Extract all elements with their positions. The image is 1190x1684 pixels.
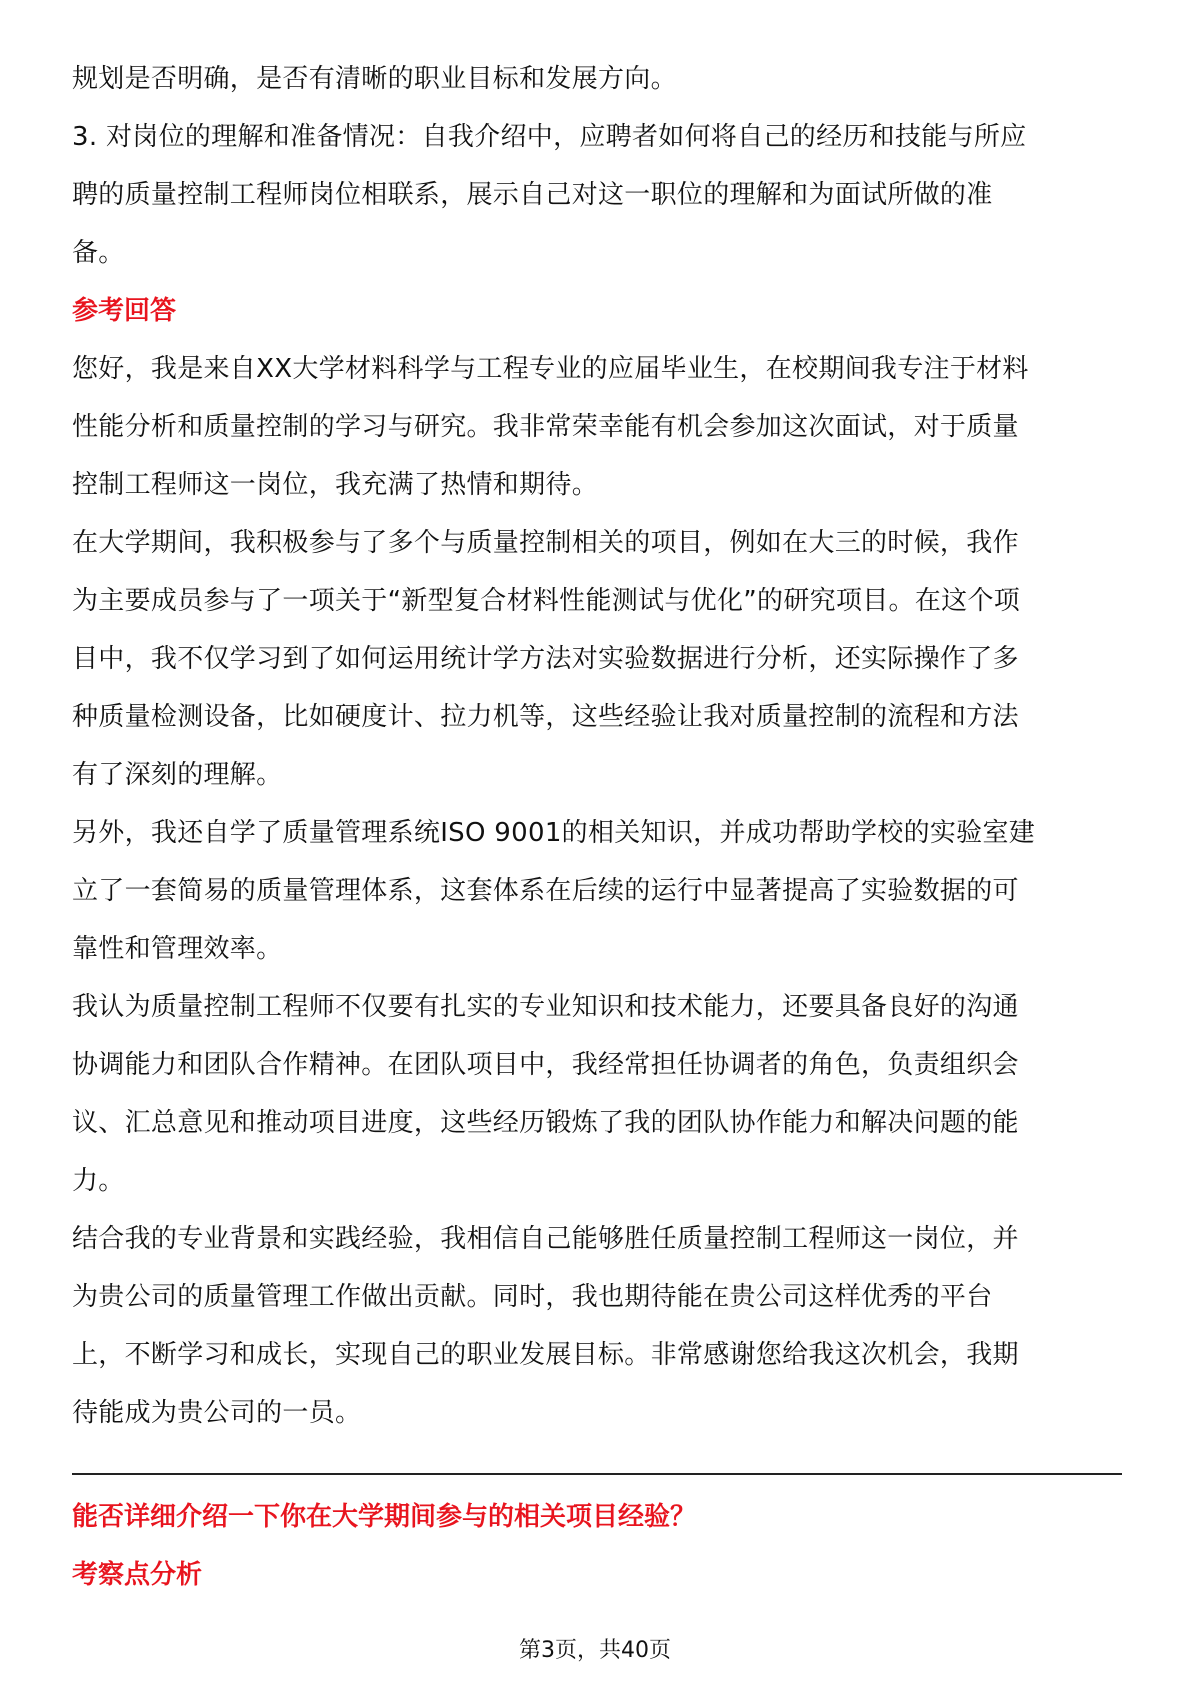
- section-divider: [72, 1473, 1122, 1475]
- intro-line-1: 规划是否明确，是否有清晰的职业目标和发展方向。: [72, 64, 677, 94]
- page-content: [72, 50, 1122, 1442]
- answer-heading: 参考回答: [72, 296, 177, 326]
- intro-point-3: 3. 对岗位的理解和准备情况：自我介绍中，应聘者如何将自己的经历和技能与所应 聘的质量控制工程师岗位相联系，展示自己对这一职位的理解和为面试所做的准 备。: [72, 122, 1027, 268]
- next-question-heading: 能否详细介绍一下你在大学期间参与的相关项目经验？: [72, 1502, 697, 1532]
- answer-paragraph: 您好，我是来自XX大学材料科学与工程专业的应届毕业生，在校期间我专注于材料 性能分析和质量控制的学习与研究。我非常荣幸能有机会参加这次面试，对于质量 控制工程师这一岗位，我充满了热情和期待。: [72, 354, 1029, 500]
- answer-paragraph: 在大学期间，我积极参与了多个与质量控制相关的项目，例如在大三的时候，我作 为主要成员参与了一项关于“新型复合材料性能测试与优化”的研究项目。在这个项 目中，我不仅学习到了如何运用统计学方法对实验数据进行分析，还实际操作了多 种质量检测设备，比如硬度计、拉力机等，这些经验让我对质量控制的流程和方法 有了深刻的理解。: [72, 528, 1021, 790]
- answer-paragraph: 结合我的专业背景和实践经验，我相信自己能够胜任质量控制工程师这一岗位，并 为贵公司的质量管理工作做出贡献。同时，我也期待能在贵公司这样优秀的平台 上，不断学习和成长，实现自己的职业发展目标。非常感谢您给我这次机会，我期 待能成为贵公司的一员。: [72, 1224, 1019, 1428]
- answer-paragraph: 另外，我还自学了质量管理系统ISO 9001的相关知识，并成功帮助学校的实验室建 立了一套简易的质量管理体系，这套体系在后续的运行中显著提高了实验数据的可 靠性和管理效率。: [72, 818, 1036, 964]
- analysis-heading: 考察点分析: [72, 1560, 203, 1590]
- page-footer: 第3页，共40页: [519, 1638, 671, 1663]
- answer-paragraph: 我认为质量控制工程师不仅要有扎实的专业知识和技术能力，还要具备良好的沟通 协调能力和团队合作精神。在团队项目中，我经常担任协调者的角色，负责组织会 议、汇总意见和推动项目进度，这些经历锻炼了我的团队协作能力和解决问题的能 力。: [72, 992, 1019, 1196]
